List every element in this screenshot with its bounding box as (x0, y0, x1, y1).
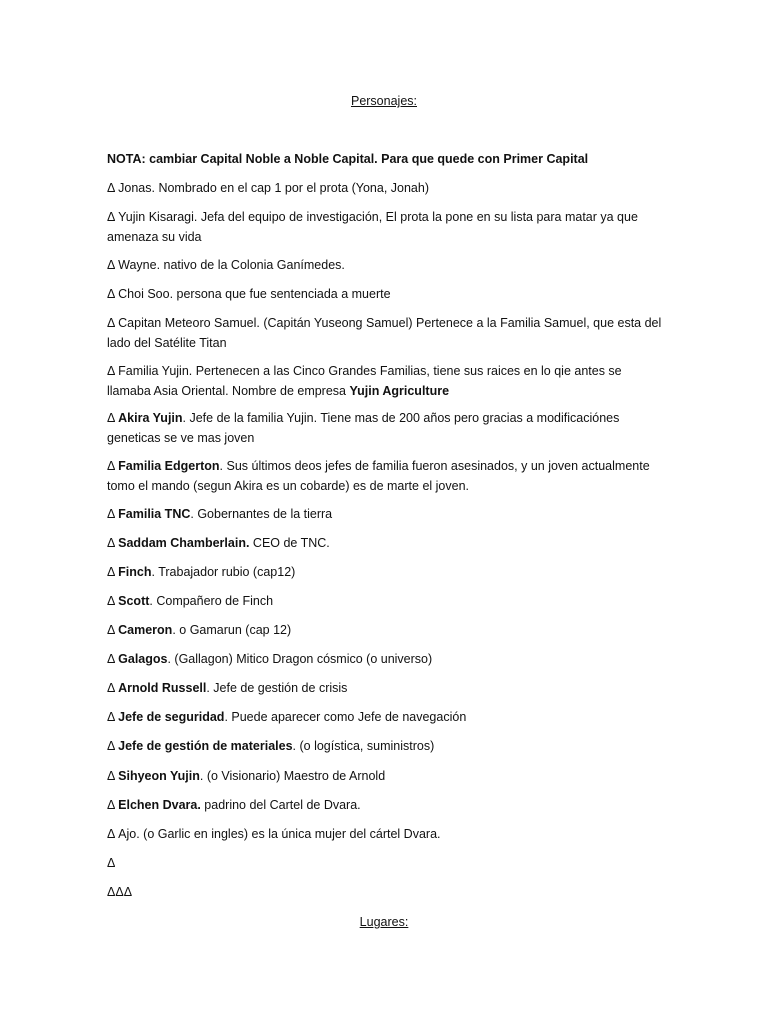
entry-text: . Puede aparecer como Jefe de navegación (224, 710, 467, 724)
delta-bullet: Δ (107, 364, 119, 378)
list-item (107, 737, 667, 757)
heading-lugares: Lugares: (359, 915, 409, 929)
delta-bullet: Δ (107, 827, 119, 841)
list-item (107, 208, 667, 247)
delta-bullet: Δ (107, 856, 116, 870)
heading-personajes: Personajes: (350, 94, 417, 108)
list-item (107, 592, 667, 612)
entry-bold-text: Elchen Dvara. (118, 798, 201, 812)
entry-text: Jonas. Nombrado en el cap 1 por el prota (Yona, Jonah) (118, 181, 429, 195)
list-item (107, 767, 667, 787)
delta-bullet: Δ (107, 287, 119, 301)
entry-bold-text: Akira Yujin (118, 411, 183, 425)
entry-bold-text: Jefe de gestión de materiales (118, 739, 293, 753)
nota-paragraph: NOTA: cambiar Capital Noble a Noble Capital. Para que quede con Primer Capital (107, 152, 589, 166)
entry-text: . (Gallagon) Mitico Dragon cósmico (o universo) (167, 652, 433, 666)
list-item (107, 256, 667, 276)
entry-text: Wayne. nativo de la Colonia Ganímedes. (118, 258, 345, 272)
delta-bullet: Δ (107, 316, 119, 330)
entry-text: CEO de TNC. (249, 536, 330, 550)
delta-bullet: Δ (107, 459, 119, 473)
delta-bullet: Δ (107, 623, 119, 637)
list-item (107, 505, 667, 525)
entry-text: . o Gamarun (cap 12) (172, 623, 292, 637)
entry-text: . Jefe de gestión de crisis (206, 681, 348, 695)
entry-text: . Jefe de la familia Yujin. Tiene mas de 200 años pero gracias a modificaciónes geneticas se ve mas joven (107, 411, 620, 445)
list-item (107, 314, 667, 353)
entry-text: . (o logística, suministros) (292, 739, 435, 753)
list-item (107, 179, 667, 199)
entry-text: . Trabajador rubio (cap12) (151, 565, 296, 579)
list-item (107, 650, 667, 670)
list-item (107, 708, 667, 728)
entry-text: . (o Visionario) Maestro de Arnold (199, 769, 386, 783)
entry-bold-text: Galagos (118, 652, 168, 666)
entry-bold-text: Sihyeon Yujin (118, 769, 200, 783)
entry-bold-text: Scott (118, 594, 150, 608)
list-item (107, 825, 667, 845)
entry-text: padrino del Cartel de Dvara. (200, 798, 361, 812)
delta-bullet: ΔΔΔ (107, 885, 133, 899)
entry-text: Ajo. (o Garlic en ingles) es la única mujer del cártel Dvara. (118, 827, 441, 841)
entry-bold-text: Jefe de seguridad (118, 710, 225, 724)
delta-bullet: Δ (107, 411, 119, 425)
list-item (107, 796, 667, 816)
entry-text: Familia Yujin. Pertenecen a las Cinco Grandes Familias, tiene sus raices en lo qie antes se llamaba Asia Oriental. Nombre de empresa (107, 364, 622, 398)
entry-bold-text: Cameron (118, 623, 173, 637)
list-item (107, 362, 667, 401)
entry-bold-text: Arnold Russell (118, 681, 207, 695)
delta-bullet: Δ (107, 769, 119, 783)
list-item (107, 563, 667, 583)
delta-bullet: Δ (107, 536, 119, 550)
entry-text: . Sus últimos deos jefes de familia fueron asesinados, y un joven actualmente tomo el mando (segun Akira es un cobarde) es de marte el joven. (107, 459, 650, 493)
entry-text: Choi Soo. persona que fue sentenciada a muerte (118, 287, 391, 301)
delta-bullet: Δ (107, 739, 119, 753)
entry-text: . Gobernantes de la tierra (190, 507, 333, 521)
list-item (107, 285, 667, 305)
list-item (107, 409, 667, 448)
delta-bullet: Δ (107, 710, 119, 724)
entry-bold-text: Finch (118, 565, 152, 579)
delta-bullet: Δ (107, 210, 119, 224)
delta-bullet: Δ (107, 798, 119, 812)
delta-bullet: Δ (107, 565, 119, 579)
delta-bullet: Δ (107, 681, 119, 695)
delta-bullet: Δ (107, 594, 119, 608)
entry-bold-text: Yujin Agriculture (349, 383, 450, 398)
delta-bullet: Δ (107, 181, 119, 195)
entry-bold-text: Saddam Chamberlain. (118, 536, 250, 550)
entry-bold-text: Familia Edgerton (118, 459, 220, 473)
delta-bullet: Δ (107, 258, 119, 272)
entry-text: Capitan Meteoro Samuel. (Capitán Yuseong Samuel) Pertenece a la Familia Samuel, que esta del lado del Satélite Titan (107, 316, 662, 350)
list-item (107, 883, 667, 903)
list-item (107, 457, 667, 496)
list-item (107, 854, 667, 874)
entry-text: . Compañero de Finch (149, 594, 274, 608)
entry-bold-text: Familia TNC (118, 507, 191, 521)
delta-bullet: Δ (107, 652, 119, 666)
delta-bullet: Δ (107, 507, 119, 521)
list-item (107, 621, 667, 641)
list-item (107, 679, 667, 699)
entry-text: Yujin Kisaragi. Jefa del equipo de investigación, El prota la pone en su lista para matar ya que amenaza su vida (107, 210, 638, 244)
list-item (107, 534, 667, 554)
